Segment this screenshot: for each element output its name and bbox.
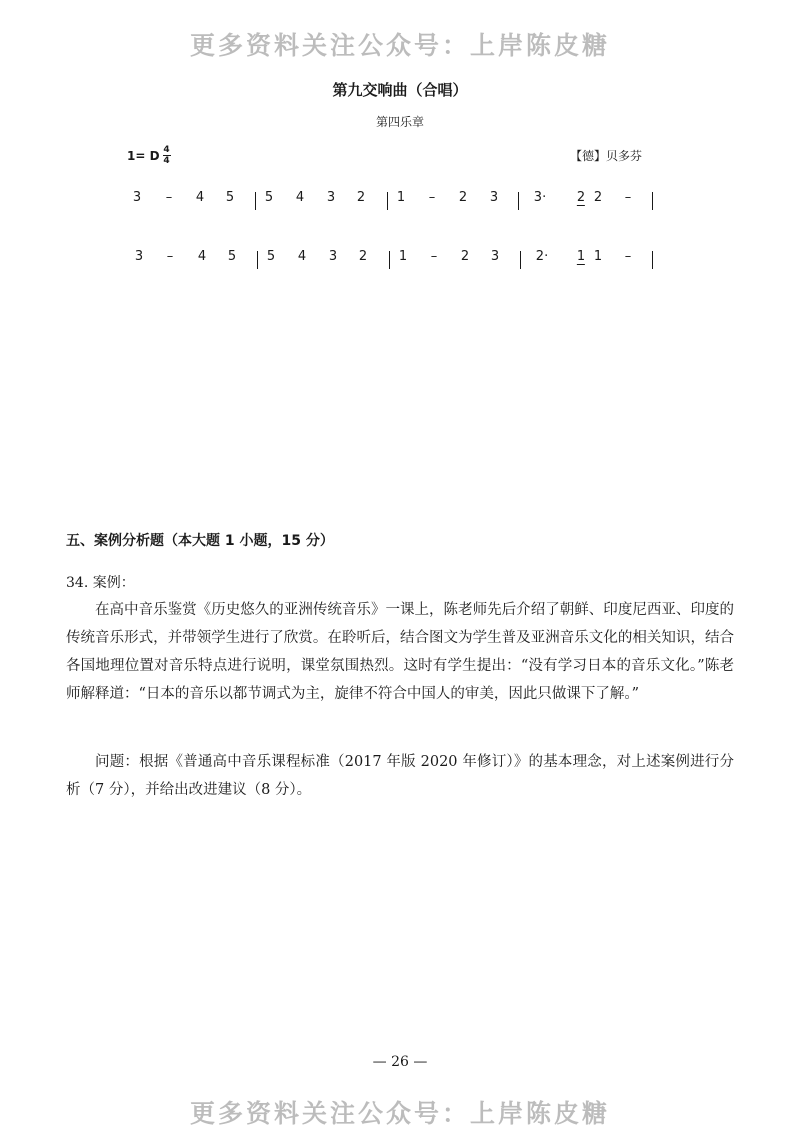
note: 4 <box>295 190 305 205</box>
note: 5 <box>227 249 237 264</box>
score-title: 第九交响曲（合唱） <box>332 81 468 99</box>
barline <box>518 192 519 210</box>
barline <box>387 192 388 210</box>
note: 2 <box>460 249 470 264</box>
note: 2 <box>356 190 366 205</box>
note: 4 <box>297 249 307 264</box>
note: – <box>166 249 174 264</box>
note: 1 <box>398 249 408 264</box>
note: 5 <box>225 190 235 205</box>
composer: 【德】贝多芬 <box>570 149 643 163</box>
note: – <box>430 249 438 264</box>
barline <box>257 251 258 269</box>
note: 3 <box>326 190 336 205</box>
note: 3 <box>328 249 338 264</box>
key-label: 1= D <box>127 148 160 163</box>
note: 3 <box>132 190 142 205</box>
barline <box>652 192 653 210</box>
section-heading: 五、案例分析题（本大题 1 小题，15 分） <box>66 533 334 549</box>
barline <box>255 192 256 210</box>
note: 5 <box>266 249 276 264</box>
barline <box>520 251 521 269</box>
score-subtitle: 第四乐章 <box>375 115 424 129</box>
key-signature <box>127 146 171 165</box>
note: 2 <box>458 190 468 205</box>
note: 2· <box>535 249 549 264</box>
time-sig-top: 4 <box>163 145 170 155</box>
note: 4 <box>197 249 207 264</box>
note: 4 <box>195 190 205 205</box>
question-number: 34. 案例： <box>66 575 135 591</box>
time-sig-bottom: 4 <box>163 156 170 166</box>
note: 3 <box>134 249 144 264</box>
barline <box>389 251 390 269</box>
question-text: 问题：根据《普通高中音乐课程标准（2017 年版 2020 年修订）》的基本理念，对上述案例进行分析（7 分），并给出改进建议（8 分）。 <box>66 754 734 798</box>
note: – <box>624 249 632 264</box>
note: 2 <box>593 190 603 205</box>
note: 3 <box>490 249 500 264</box>
note: 5 <box>264 190 274 205</box>
note: – <box>428 190 436 205</box>
note: 1 <box>593 249 603 264</box>
time-signature <box>163 146 171 165</box>
score-line-1 <box>0 190 800 216</box>
note: – <box>165 190 173 205</box>
page-number: — 26 — <box>372 1054 428 1070</box>
note: – <box>624 190 632 205</box>
note: 3 <box>489 190 499 205</box>
note: 1 <box>396 190 406 205</box>
note-underlined: 1 <box>576 249 586 264</box>
note: 3· <box>533 190 547 205</box>
case-text: 在高中音乐鉴赏《历史悠久的亚洲传统音乐》一课上，陈老师先后介绍了朝鲜、印度尼西亚、印度的传统音乐形式，并带领学生进行了欣赏。在聆听后，结合图文为学生普及亚洲音乐文化的相关知识，结合各国地理位置对音乐特点进行说明，课堂氛围热烈。这时有学生提出：“没有学习日本的音乐文化。”陈老师解释道：“日本的音乐以都节调式为主，旋律不符合中国人的审美，因此只做课下了解。” <box>66 602 734 702</box>
watermark-bottom: 更多资料关注公众号：上岸陈皮糖 <box>189 1099 610 1128</box>
barline <box>652 251 653 269</box>
note-underlined: 2 <box>576 190 586 205</box>
watermark-top: 更多资料关注公众号：上岸陈皮糖 <box>189 31 610 60</box>
note: 2 <box>358 249 368 264</box>
score-line-2 <box>0 249 800 275</box>
